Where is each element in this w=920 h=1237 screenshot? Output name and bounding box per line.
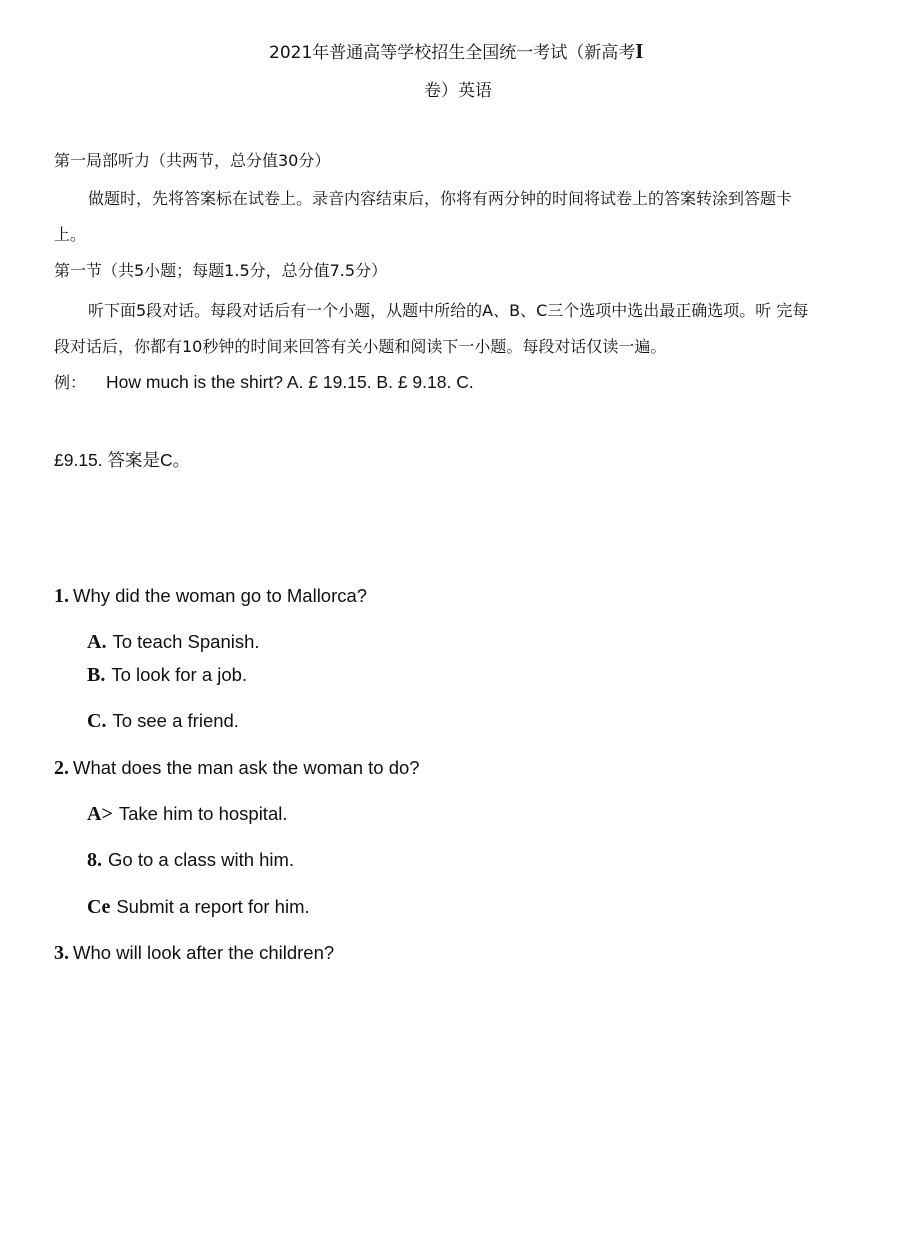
section-instruction-line1: 做题时，先将答案标在试卷上。录音内容结束后，你将有两分钟的时间将试卷上的答案转涂到答题卡 — [88, 189, 793, 208]
document-title-line2: 卷）英语 — [424, 81, 492, 101]
question-1-option-b — [87, 664, 247, 687]
option-text: Go to a class with him. — [108, 849, 295, 870]
section-instruction-line2: 上。 — [54, 225, 87, 244]
section-heading: 第一局部听力（共两节，总分值30分） — [54, 151, 331, 170]
question-text: Who will look after the children? — [73, 942, 335, 963]
option-label: A. — [87, 631, 107, 653]
question-text: Why did the woman go to Mallorca? — [73, 585, 368, 606]
question-2-option-c — [87, 896, 310, 919]
example-question: How much is the shirt? A. £ 19.15. B. £ 9.18. C. — [106, 372, 474, 392]
option-label: Ce — [87, 896, 111, 918]
question-text: What does the man ask the woman to do? — [73, 757, 420, 778]
option-label: B. — [87, 664, 106, 686]
question-number: 1. — [54, 585, 69, 607]
option-label: A> — [87, 803, 113, 825]
option-text: To teach Spanish. — [112, 631, 260, 652]
example-line — [54, 370, 474, 393]
option-text: To see a friend. — [112, 710, 239, 731]
question-number: 2. — [54, 757, 69, 779]
option-label: 8. — [87, 849, 102, 871]
question-1-option-a — [87, 631, 260, 654]
question-2-option-b — [87, 849, 294, 872]
part-instruction-line1: 听下面5段对话。每段对话后有一个小题，从题中所给的A、B、C三个选项中选出最正确选项。听 完每 — [88, 301, 809, 320]
question-1-option-c — [87, 710, 239, 733]
question-3 — [54, 942, 334, 965]
question-number: 3. — [54, 942, 69, 964]
example-answer: £9.15. 答案是C。 — [54, 450, 191, 470]
document-title-roman: I — [635, 39, 644, 63]
option-text: To look for a job. — [111, 664, 248, 685]
question-2-option-a — [87, 803, 288, 826]
question-2 — [54, 757, 420, 780]
option-text: Take him to hospital. — [118, 803, 288, 824]
example-label: 例： — [54, 375, 87, 392]
question-1 — [54, 585, 367, 608]
document-title-line1: 2021年普通高等学校招生全国统一考试（新高考 — [269, 43, 636, 63]
document-title — [269, 38, 643, 64]
option-text: Submit a report for him. — [116, 896, 310, 917]
part-heading: 第一节（共5小题；每题1.5分，总分值7.5分） — [54, 261, 388, 280]
option-label: C. — [87, 710, 107, 732]
part-instruction-line2: 段对话后，你都有10秒钟的时间来回答有关小题和阅读下一小题。每段对话仅读一遍。 — [54, 337, 667, 356]
